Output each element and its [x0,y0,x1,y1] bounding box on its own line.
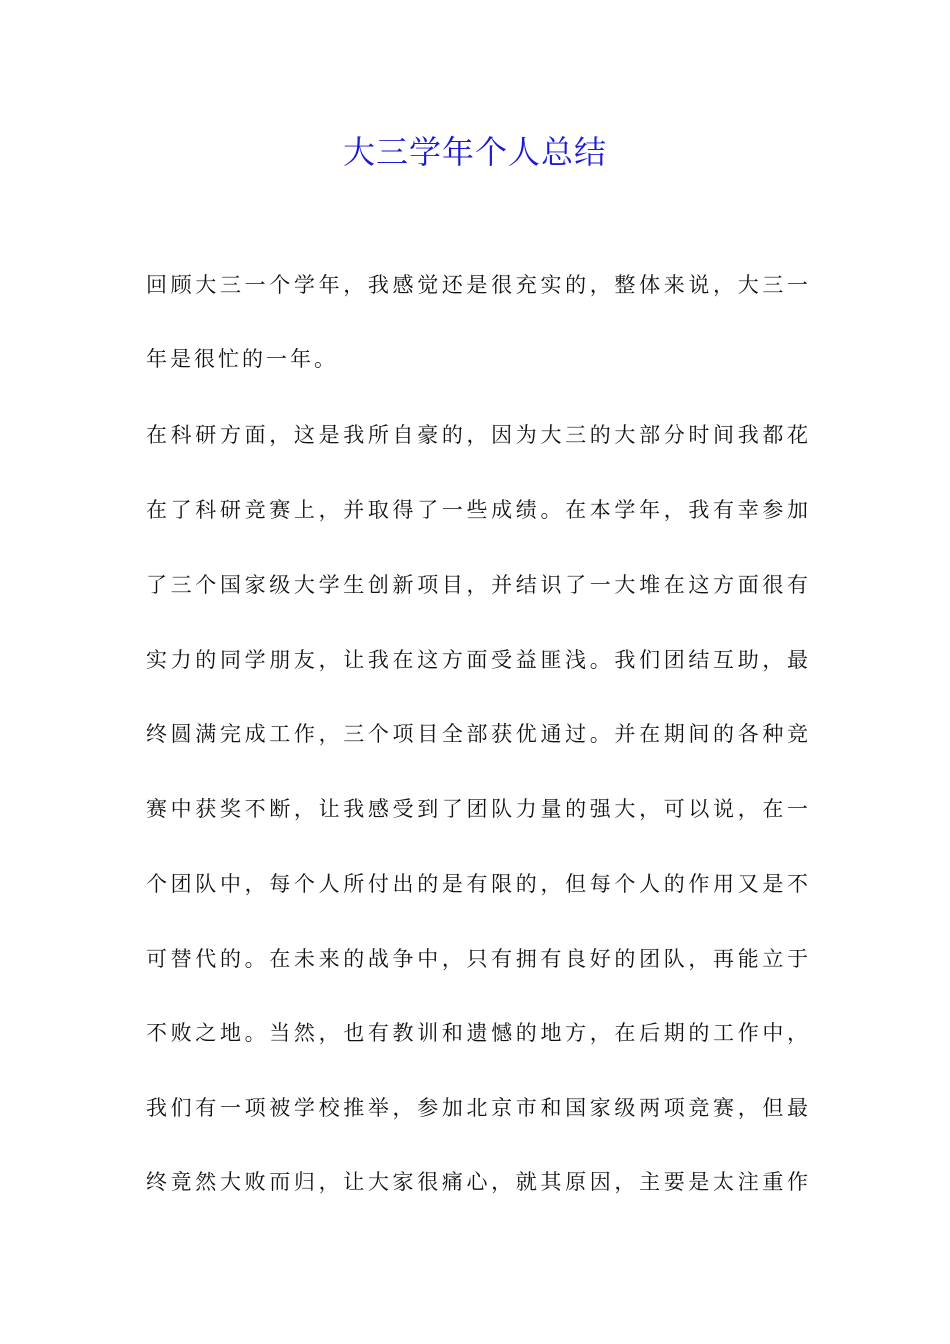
body-line: 了三个国家级大学生创新项目，并结识了一大堆在这方面很有 [146,573,808,597]
body-line: 不败之地。当然，也有教训和遗憾的地方，在后期的工作中， [146,1021,808,1045]
body-line: 可替代的。在未来的战争中，只有拥有良好的团队，再能立于 [146,947,808,971]
body-line: 回顾大三一个学年，我感觉还是很充实的，整体来说，大三一 [146,273,808,297]
body-line: 在科研方面，这是我所自豪的，因为大三的大部分时间我都花 [146,423,808,447]
body-line: 赛中获奖不断，让我感受到了团队力量的强大，可以说，在一 [146,797,808,821]
body-line: 个团队中，每个人所付出的是有限的，但每个人的作用又是不 [146,872,808,896]
body-line: 年是很忙的一年。 [146,347,338,371]
document-title: 大三学年个人总结 [342,133,607,171]
body-line: 实力的同学朋友，让我在这方面受益匪浅。我们团结互助，最 [146,648,808,672]
body-line: 我们有一项被学校推举，参加北京市和国家级两项竞赛，但最 [146,1096,808,1120]
body-line: 终竟然大败而归，让大家很痛心，就其原因，主要是太注重作 [146,1170,808,1194]
body-line: 终圆满完成工作，三个项目全部获优通过。并在期间的各种竞 [146,722,808,746]
body-line: 在了科研竞赛上，并取得了一些成绩。在本学年，我有幸参加 [146,498,808,522]
